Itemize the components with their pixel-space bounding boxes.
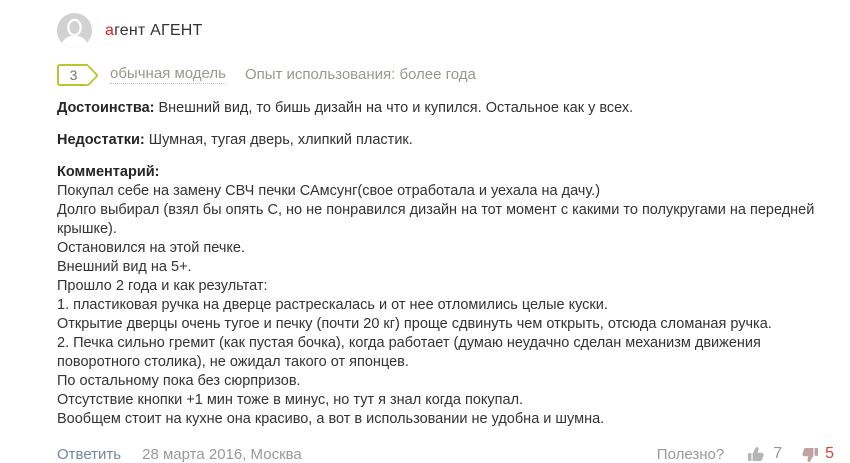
downvote-count: 5 — [825, 445, 834, 462]
comment-line: Прошло 2 года и как результат: — [57, 278, 268, 294]
review-meta-row — [57, 63, 836, 86]
comment-line: Остановился на этой печке. — [57, 240, 245, 256]
thumb-up-button[interactable] — [748, 445, 782, 463]
comment-line: Внешний вид на 5+. — [57, 259, 192, 275]
review-date-location: 28 марта 2016, Москва — [142, 445, 302, 463]
thumb-down-icon — [800, 446, 818, 463]
comment-section — [57, 163, 836, 429]
comment-line: Открытие дверцы очень тугое и печку (почти 20 кг) проще сдвинуть чем открыть, отсюда сломаная ручка. — [57, 316, 772, 332]
pros-section — [57, 99, 836, 118]
thumb-up-icon — [748, 446, 766, 463]
pros-label: Достоинства: — [57, 100, 155, 116]
comment-line: Долго выбирал (взял бы опять С, но не понравился дизайн на тот момент с какими то полукругами на передней крышке). — [57, 202, 815, 237]
cons-label: Недостатки: — [57, 132, 145, 148]
pros-text: Внешний вид, то бишь дизайн на что и купился. Остальное как у всех. — [158, 100, 634, 116]
comment-line: Покупал себе на замену СВЧ печки САмсунг(свое отработала и уехала на дачу.) — [57, 183, 601, 199]
cons-text: Шумная, тугая дверь, хлипкий пластик. — [148, 132, 413, 148]
experience-label: Опыт использования: более года — [244, 66, 476, 83]
helpful-label: Полезно? — [656, 445, 725, 463]
review-footer — [57, 445, 836, 463]
comment-label: Комментарий: — [57, 164, 160, 180]
author-name-rest: гент АГЕНТ — [114, 21, 203, 39]
reply-link[interactable]: Ответить — [57, 445, 122, 463]
cons-section — [57, 131, 836, 150]
upvote-count: 7 — [773, 445, 783, 462]
comment-line: Отсутствие кнопки +1 мин тоже в минус, но тут я знал когда покупал. — [57, 392, 524, 408]
comment-line: Вообщем стоит на кухне она красиво, а вот в использовании не удобна и шумна. — [57, 411, 605, 427]
rating-badge — [57, 64, 88, 86]
comment-line: По остальному пока без сюрпризов. — [57, 373, 301, 389]
model-type-link[interactable]: обычная модель — [110, 65, 226, 83]
author-name-first-letter: а — [105, 21, 115, 39]
review-header — [57, 13, 836, 48]
comment-line: 2. Печка сильно гремит (как пустая бочка), когда работает (думаю неудачно сделан механизм движения поворотного столика), не ожидал такого от японцев. — [57, 335, 761, 370]
helpful-widget — [657, 445, 834, 463]
user-avatar — [57, 13, 92, 48]
person-silhouette-icon — [57, 13, 92, 48]
rating-value: 3 — [69, 66, 78, 83]
author-name — [105, 22, 202, 40]
comment-line: 1. пластиковая ручка на дверце растрескалась и от нее отломились целые куски. — [57, 297, 608, 313]
thumb-down-button[interactable] — [800, 445, 834, 463]
